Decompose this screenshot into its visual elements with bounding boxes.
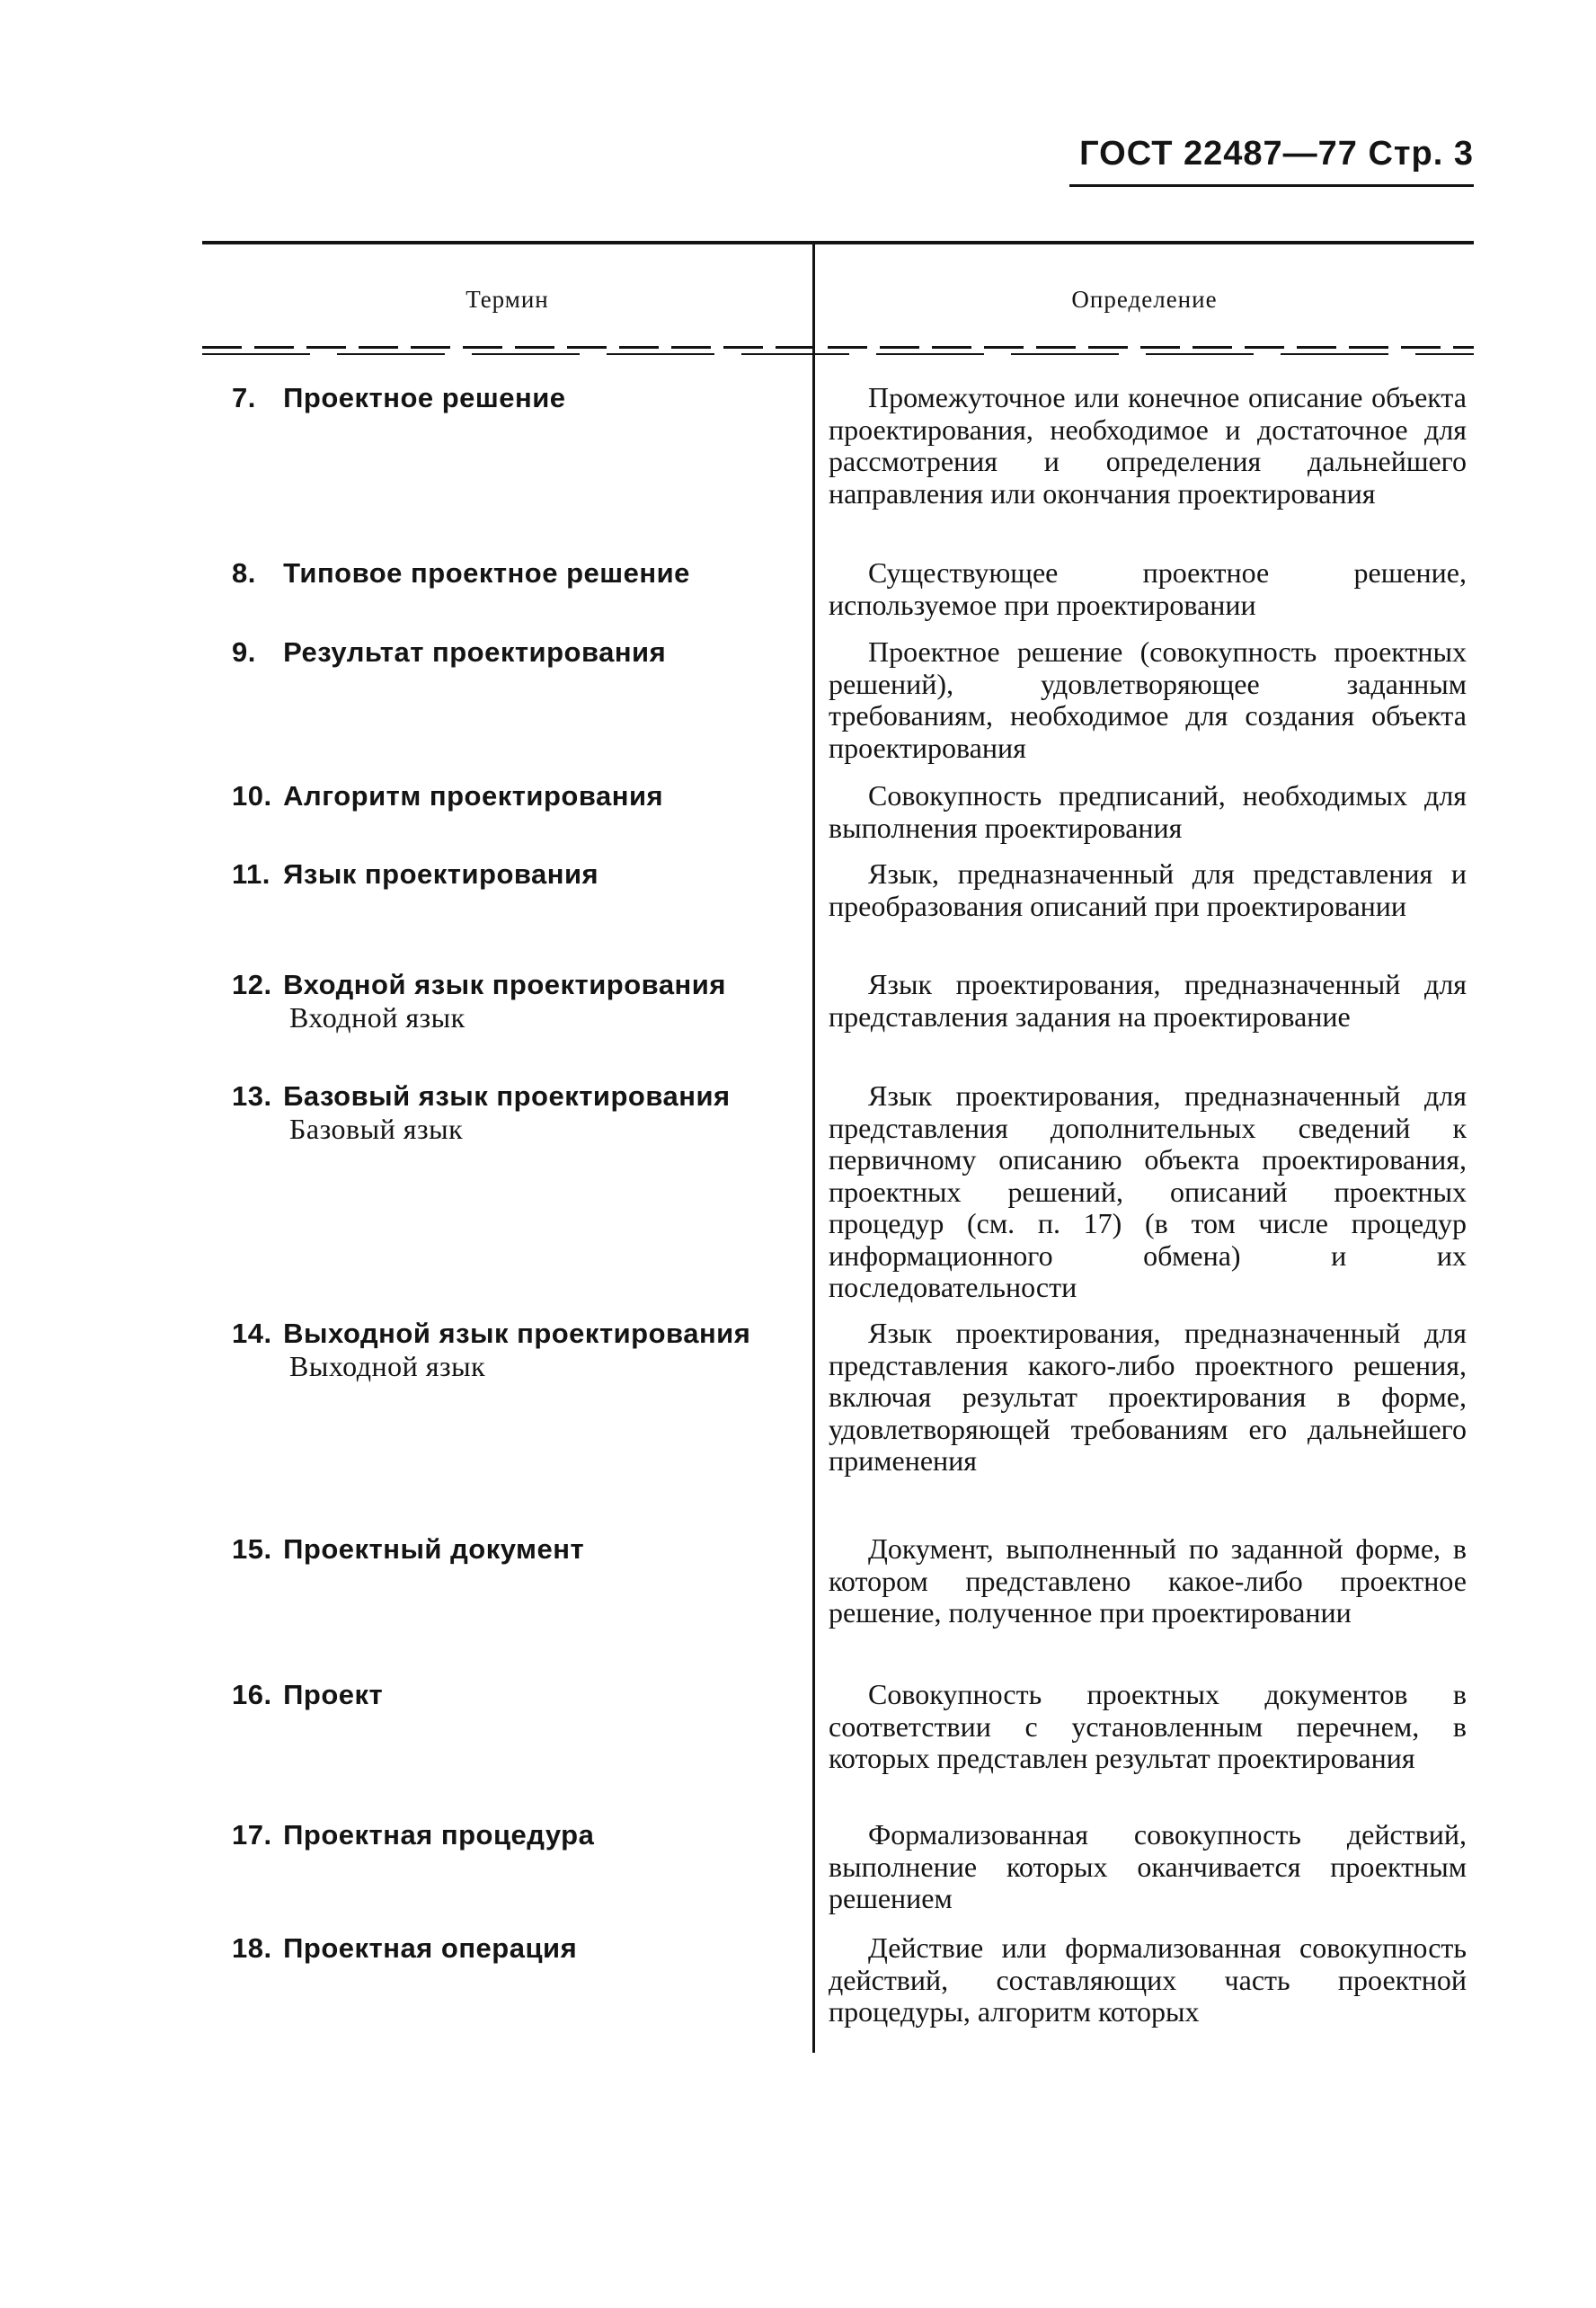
term-number: 7. (232, 382, 256, 413)
term-name: Проектная процедура (283, 1819, 595, 1851)
term-name: Типовое проектное решение (283, 557, 690, 589)
term-cell (232, 382, 807, 414)
definition-cell: Формализованная совокупность действий, выполнение которых оканчивается проектным решением (829, 1818, 1467, 1914)
term-number: 9. (232, 636, 256, 668)
table-header-rule (202, 346, 1474, 349)
term-name: Язык проектирования (283, 858, 599, 890)
term-number: 12. (232, 969, 272, 1000)
term-cell (232, 780, 807, 812)
definition-cell: Документ, выполненный по заданной форме, в котором представлено какое-либо проектное решение, полученное при проектировании (829, 1532, 1467, 1629)
term-cell (232, 636, 807, 669)
term-number: 8. (232, 557, 256, 589)
definition-cell: Существующее проектное решение, используемое при проектировании (829, 556, 1467, 621)
standard-number: ГОСТ 22487—77 (1079, 135, 1358, 173)
column-divider (812, 244, 815, 2053)
term-number: 18. (232, 1932, 272, 1964)
definition-cell: Промежуточное или конечное описание объекта проектирования, необходимое и достаточное для рассмотрения и определения дальнейшего направления или окончания проектирования (829, 381, 1467, 510)
term-cell (232, 858, 807, 891)
term-cell (232, 1080, 807, 1145)
column-header-term: Термин (466, 286, 549, 313)
term-name: Результат проектирования (283, 636, 667, 668)
term-number: 10. (232, 780, 272, 812)
definition-cell: Язык проектирования, предназначенный для представления какого-либо проектного решения, включая результат проектирования в форме, удовлетворяющей требованиям его дальнейшего применения (829, 1317, 1467, 1477)
page-header (1078, 135, 1474, 173)
definition-cell: Язык проектирования, предназначенный для представления дополнительных сведений к первичному описанию объекта проектирования, проектных решений, описаний проектных процедур (см. п. 17) (в том числе процедур информационного обмена) и их последовательности (829, 1079, 1467, 1303)
term-name: Проектное решение (283, 382, 566, 413)
term-number: 17. (232, 1819, 272, 1851)
column-header-definition: Определение (1071, 286, 1218, 313)
term-number: 15. (232, 1533, 272, 1565)
table-header-rule-secondary (202, 353, 1474, 355)
term-name: Проектный документ (283, 1533, 585, 1565)
term-cell (232, 1932, 807, 1965)
term-cell (232, 557, 807, 590)
term-name: Входной язык проектирования (283, 969, 726, 1000)
term-name: Алгоритм проектирования (283, 780, 664, 812)
definition-cell: Совокупность проектных документов в соответствии с установленным перечнем, в которых представлен результат проектирования (829, 1678, 1467, 1774)
term-short-form: Базовый язык (289, 1113, 464, 1145)
term-name: Проект (283, 1679, 384, 1710)
definition-cell: Совокупность предписаний, необходимых для выполнения проектирования (829, 779, 1467, 844)
term-number: 13. (232, 1080, 272, 1112)
term-name: Выходной язык проектирования (283, 1318, 751, 1349)
term-short-form: Входной язык (289, 1001, 466, 1034)
term-name: Базовый язык проектирования (283, 1080, 731, 1112)
term-cell (232, 969, 807, 1034)
term-name: Проектная операция (283, 1932, 578, 1964)
definition-cell: Действие или формализованная совокупность действий, составляющих часть проектной процедуры, алгоритм которых (829, 1931, 1467, 2028)
term-cell (232, 1318, 807, 1382)
term-cell (232, 1679, 807, 1711)
page-number: Стр. 3 (1368, 135, 1474, 173)
definition-cell: Язык проектирования, предназначенный для представления задания на проектирование (829, 968, 1467, 1033)
term-short-form: Выходной язык (289, 1350, 486, 1382)
term-number: 14. (232, 1318, 272, 1349)
term-number: 11. (232, 858, 270, 890)
definition-cell: Язык, предназначенный для представления и преобразования описаний при проектировании (829, 857, 1467, 922)
table-top-rule (202, 241, 1474, 244)
header-rule (1069, 184, 1474, 187)
term-number: 16. (232, 1679, 272, 1710)
term-cell (232, 1533, 807, 1566)
term-cell (232, 1819, 807, 1851)
definition-cell: Проектное решение (совокупность проектных решений), удовлетворяющее заданным требованиям, необходимое для создания объекта проектирования (829, 635, 1467, 764)
